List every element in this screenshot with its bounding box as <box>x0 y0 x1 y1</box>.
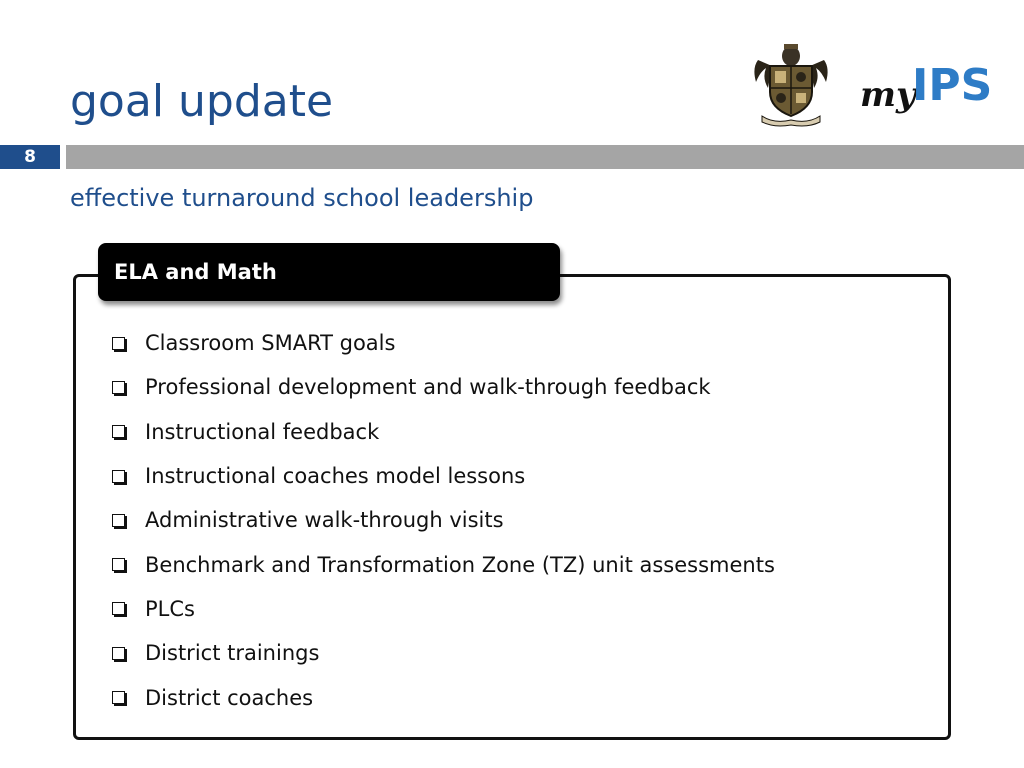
school-crest-icon <box>750 38 832 128</box>
checkbox-bullet-icon <box>112 514 125 527</box>
checkbox-bullet-icon <box>112 691 125 704</box>
checkbox-bullet-icon <box>112 647 125 660</box>
checkbox-bullet-icon <box>112 558 125 571</box>
list-item <box>108 631 775 675</box>
box-heading-label: ELA and Math <box>98 243 560 301</box>
list-item-text: District trainings <box>145 641 320 666</box>
list-item <box>108 587 775 631</box>
checkbox-bullet-icon <box>112 602 125 615</box>
list-item <box>108 410 775 454</box>
myips-logo <box>860 60 1008 116</box>
list-item <box>108 542 775 586</box>
list-item <box>108 321 775 365</box>
slide-subtitle: effective turnaround school leadership <box>70 184 534 212</box>
list-item <box>108 498 775 542</box>
slide-title: goal update <box>70 76 334 127</box>
list-item-text: Instructional coaches model lessons <box>145 464 526 489</box>
list-item <box>108 675 775 719</box>
list-item-text: Classroom SMART goals <box>145 331 396 356</box>
checkbox-bullet-icon <box>112 425 125 438</box>
list-item <box>108 454 775 498</box>
header-divider-bar <box>66 145 1024 169</box>
list-item-text: PLCs <box>145 596 195 621</box>
goal-item-list <box>108 321 775 720</box>
svg-text:my: my <box>860 75 916 115</box>
list-item-text: Instructional feedback <box>145 419 380 444</box>
list-item <box>108 365 775 409</box>
checkbox-bullet-icon <box>112 337 125 350</box>
list-item-text: Professional development and walk-through feedback <box>145 375 711 400</box>
list-item-text: District coaches <box>145 685 314 710</box>
checkbox-bullet-icon <box>112 470 125 483</box>
page-number-badge: 8 <box>0 145 60 169</box>
svg-text:IPS: IPS <box>912 60 993 111</box>
checkbox-bullet-icon <box>112 381 125 394</box>
list-item-text: Administrative walk-through visits <box>145 508 504 533</box>
list-item-text: Benchmark and Transformation Zone (TZ) unit assessments <box>145 552 775 577</box>
